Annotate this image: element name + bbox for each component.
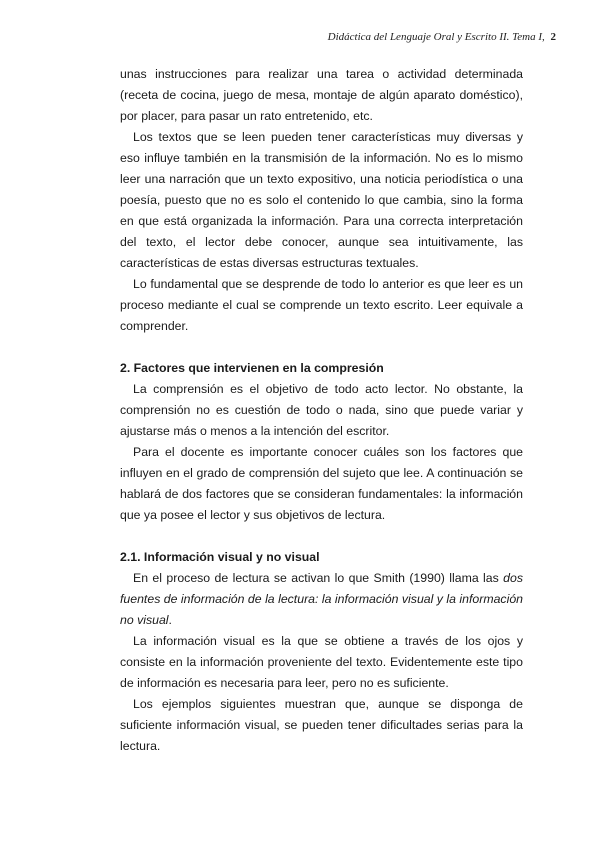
running-header <box>328 31 556 43</box>
paragraph-visual-info: La información visual es la que se obtiene a través de los ojos y consiste en la información proveniente del texto. Evidentemente este tipo de información es necesaria para leer, pero no es suficiente. <box>120 634 523 690</box>
paragraph-reading-definition: Lo fundamental que se desprende de todo lo anterior es que leer es un proceso mediante el cual se comprende un texto escrito. Leer equivale a comprender. <box>120 277 523 333</box>
paragraph-examples: Los ejemplos siguientes muestran que, aunque se disponga de suficiente información visual, se pueden tener dificultades serias para la lectura. <box>120 697 523 753</box>
paragraph-teacher-factors: Para el docente es importante conocer cuáles son los factores que influyen en el grado de comprensión del sujeto que lee. A continuación se hablará de dos factores que se consideran fundamentales: la información que ya posee el lector y sus objetivos de lectura. <box>120 445 523 522</box>
header-title: Didáctica del Lenguaje Oral y Escrito II. Tema I, <box>327 31 545 43</box>
smith-text-end: . <box>168 613 172 627</box>
paragraph-comprehension: La comprensión es el objetivo de todo acto lector. No obstante, la comprensión no es cuestión de todo o nada, sino que puede variar y ajustarse más o menos a la intención del escritor. <box>120 382 523 438</box>
page-number: 2 <box>550 31 556 43</box>
paragraph-smith-sources <box>120 568 523 631</box>
paragraph-text-types: Los textos que se leen pueden tener características muy diversas y eso influye también en la transmisión de la información. No es lo mismo leer una narración que un texto expositivo, una noticia periodística o una poesía, puesto que no es solo el contenido lo que cambia, sino la forma en que está organizada la información. Para una correcta interpretación del texto, el lector debe conocer, aunque sea intuitivamente, las características de estas diversas estructuras textuales. <box>120 130 523 270</box>
smith-text-start: En el proceso de lectura se activan lo que Smith (1990) llama las <box>133 571 504 585</box>
body-text <box>120 64 523 757</box>
smith-italic-quote: dos fuentes de información de la lectura: la información visual y la información no visual <box>120 571 523 627</box>
subsection-heading-visual-info: 2.1. Información visual y no visual <box>120 550 320 564</box>
paragraph-continuation: unas instrucciones para realizar una tarea o actividad determinada (receta de cocina, juego de mesa, montaje de algún aparato doméstico), por placer, para pasar un rato entretenido, etc. <box>120 67 523 123</box>
section-heading-factors: 2. Factores que intervienen en la compresión <box>120 361 384 375</box>
